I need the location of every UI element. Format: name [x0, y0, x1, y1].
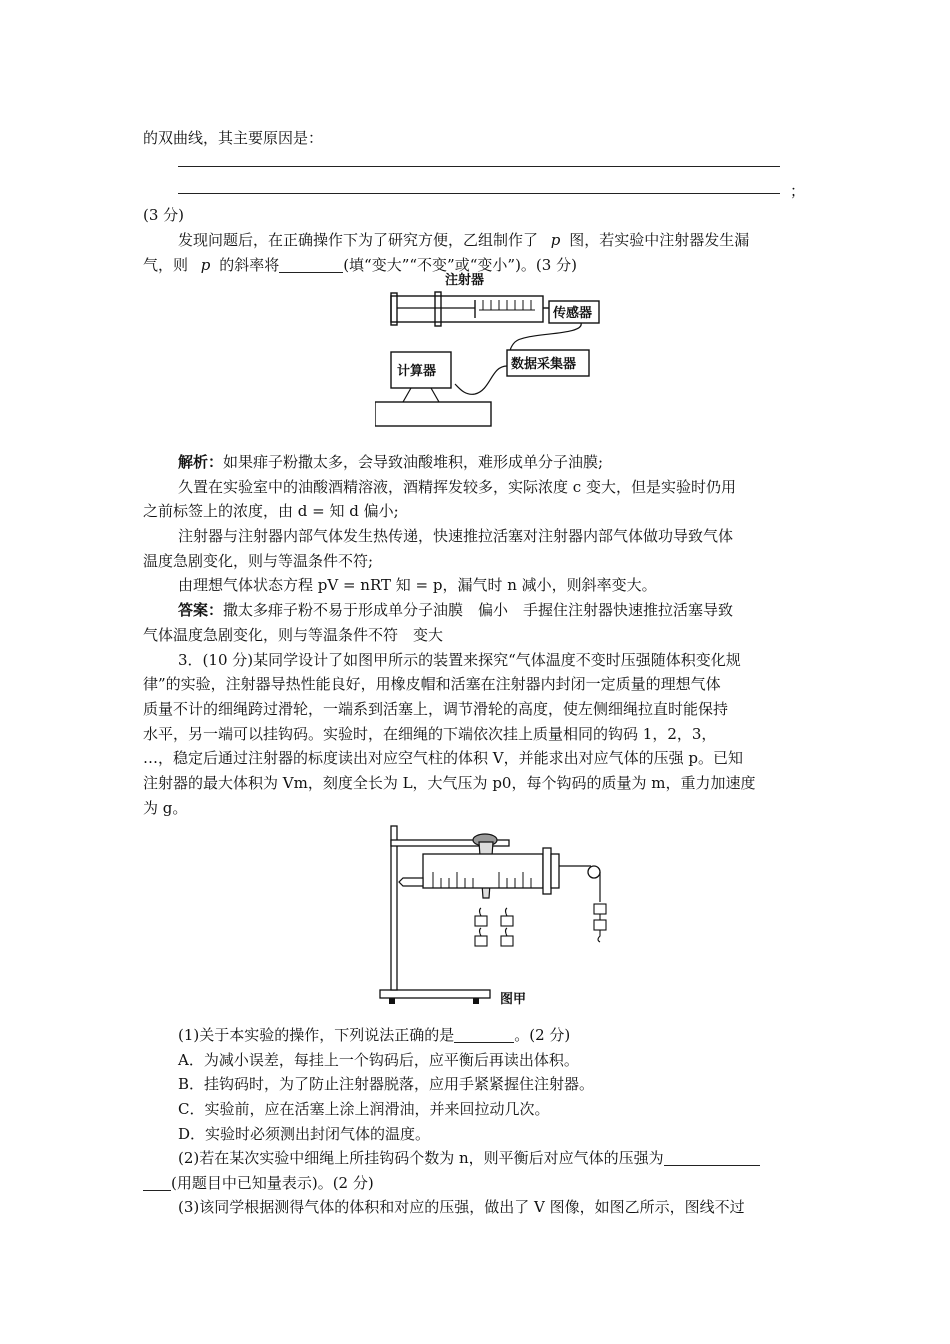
hanging-weights: [594, 904, 606, 942]
sub2-text: (用题目中已知量表示)。(2 分): [171, 1174, 374, 1192]
q3-line-5: …，稳定后通过注射器的标度读出对应空气柱的体积 V，并能求出对应气体的压强 p。已知: [143, 749, 743, 767]
score-note: (3 分): [143, 206, 185, 224]
collector-label: 数据采集器: [511, 357, 577, 372]
sensor-label: 传感器: [553, 306, 593, 321]
semicolon: ；: [790, 182, 806, 200]
stand-base: [380, 990, 490, 998]
q2-var-p: p: [550, 231, 561, 249]
q2-line-1: [178, 229, 813, 251]
q3-line-6: 注射器的最大体积为 Vm，刻度全长为 L，大气压为 p0，每个钩码的质量为 m，重力加速度: [143, 774, 756, 792]
apparatus-figure-2: [375, 818, 625, 1010]
sub2-answer-blank-cont[interactable]: [143, 1174, 171, 1191]
syringe-plunger-end: [391, 293, 397, 325]
answer-line-1: [178, 599, 813, 621]
answer-label: 答案：: [178, 601, 224, 619]
option-a[interactable]: A．为减小误差，每挂上一个钩码后，应平衡后再读出体积。: [178, 1051, 579, 1069]
q3-line-7: 为 g。: [143, 799, 188, 817]
sub2-line-1: [178, 1147, 813, 1169]
q3-line-1: 3．(10 分)某同学设计了如图甲所示的装置来探究“气体温度不变时压强随体积变化规: [178, 651, 741, 669]
rubber-cap: [399, 878, 423, 886]
q2-text: 发现问题后，在正确操作下为了研究方便，乙组制作了: [178, 231, 539, 249]
analysis-line-5: 温度急剧变化，则与等温条件不符;: [143, 552, 374, 570]
intro-line: 的双曲线，其主要原因是：: [143, 129, 324, 147]
answer-line-2: 气体温度急剧变化，则与等温条件不符 变大: [143, 626, 444, 644]
sub2-line-2: [143, 1172, 813, 1194]
option-c[interactable]: C．实验前，应在活塞上涂上润滑油，并来回拉动几次。: [178, 1100, 550, 1118]
answer-blank-line-1[interactable]: [178, 166, 780, 167]
stand-pole: [391, 826, 397, 990]
syringe-barrel: [391, 296, 543, 322]
pulley: [588, 866, 600, 878]
cable-collector-computer: [455, 366, 507, 394]
syringe-flange-2: [543, 848, 551, 894]
sub1-stem: [178, 1024, 813, 1046]
monitor-stand: [403, 388, 439, 402]
spare-weights: [475, 908, 513, 946]
q2-text: 气，则: [143, 256, 189, 274]
answer-text: 撒太多痱子粉不易于形成单分子油膜 偏小 手握住注射器快速推拉活塞导致: [223, 601, 734, 619]
q2-text: (填“变大”“不变”或“变小”)。(3 分): [343, 256, 577, 274]
analysis-line-6: 由理想气体状态方程 pV = nRT 知 = p，漏气时 n 减小，则斜率变大。: [178, 576, 657, 594]
analysis-line-3: 之前标签上的浓度，由 d = 知 d 偏小;: [143, 502, 399, 520]
sub1-answer-blank[interactable]: [454, 1026, 514, 1043]
q2-text: 图，若实验中注射器发生漏: [569, 231, 750, 249]
q2-var-p: p: [200, 256, 211, 274]
analysis-text: 如果痱子粉撒太多，会导致油酸堆积，难形成单分子油膜;: [223, 453, 604, 471]
computer-label: 计算器: [397, 364, 437, 379]
figure-2-caption: 图甲: [500, 992, 527, 1007]
q2-text: 的斜率将: [219, 256, 280, 274]
sub1-text: 。(2 分): [514, 1026, 571, 1044]
piston-handle: [551, 854, 559, 888]
analysis-line-1: [178, 451, 813, 473]
apparatus-figure-1: [375, 270, 615, 430]
analysis-line-4: 注射器与注射器内部气体发生热传递，快速推拉活塞对注射器内部气体做功导致气体: [178, 527, 734, 545]
syringe-flange: [435, 292, 441, 326]
sub3-line-1: (3)该同学根据测得气体的体积和对应的压强，做出了 V 图像，如图乙所示，图线不过: [178, 1198, 745, 1216]
analysis-label: 解析：: [178, 453, 224, 471]
syringe-label: 注射器: [445, 273, 485, 288]
q3-line-3: 质量不计的细绳跨过滑轮，一端系到活塞上，调节滑轮的高度，使左侧细绳拉直时能保持: [143, 700, 729, 718]
slope-answer-blank[interactable]: [279, 256, 343, 273]
option-d[interactable]: D．实验时必须测出封闭气体的温度。: [178, 1125, 431, 1143]
sub1-text: (1)关于本实验的操作，下列说法正确的是: [178, 1026, 455, 1044]
answer-blank-line-2[interactable]: [178, 193, 780, 194]
analysis-line-2: 久置在实验室中的油酸酒精溶液，酒精挥发较多，实际浓度 c 变大，但是实验时仍用: [178, 478, 736, 496]
computer-base: [375, 402, 491, 426]
syringe-scale: [479, 300, 535, 310]
sub2-text: (2)若在某次实验中细绳上所挂钩码个数为 n，则平衡后对应气体的压强为: [178, 1149, 664, 1167]
q3-line-2: 律”的实验，注射器导热性能良好，用橡皮帽和活塞在注射器内封闭一定质量的理想气体: [143, 675, 721, 693]
option-b[interactable]: B．挂钩码时，为了防止注射器脱落，应用手紧紧握住注射器。: [178, 1075, 595, 1093]
q3-line-4: 水平，另一端可以挂钩码。实验时，在细绳的下端依次挂上质量相同的钩码 1，2，3，: [143, 725, 717, 743]
sub2-answer-blank[interactable]: [664, 1149, 760, 1166]
